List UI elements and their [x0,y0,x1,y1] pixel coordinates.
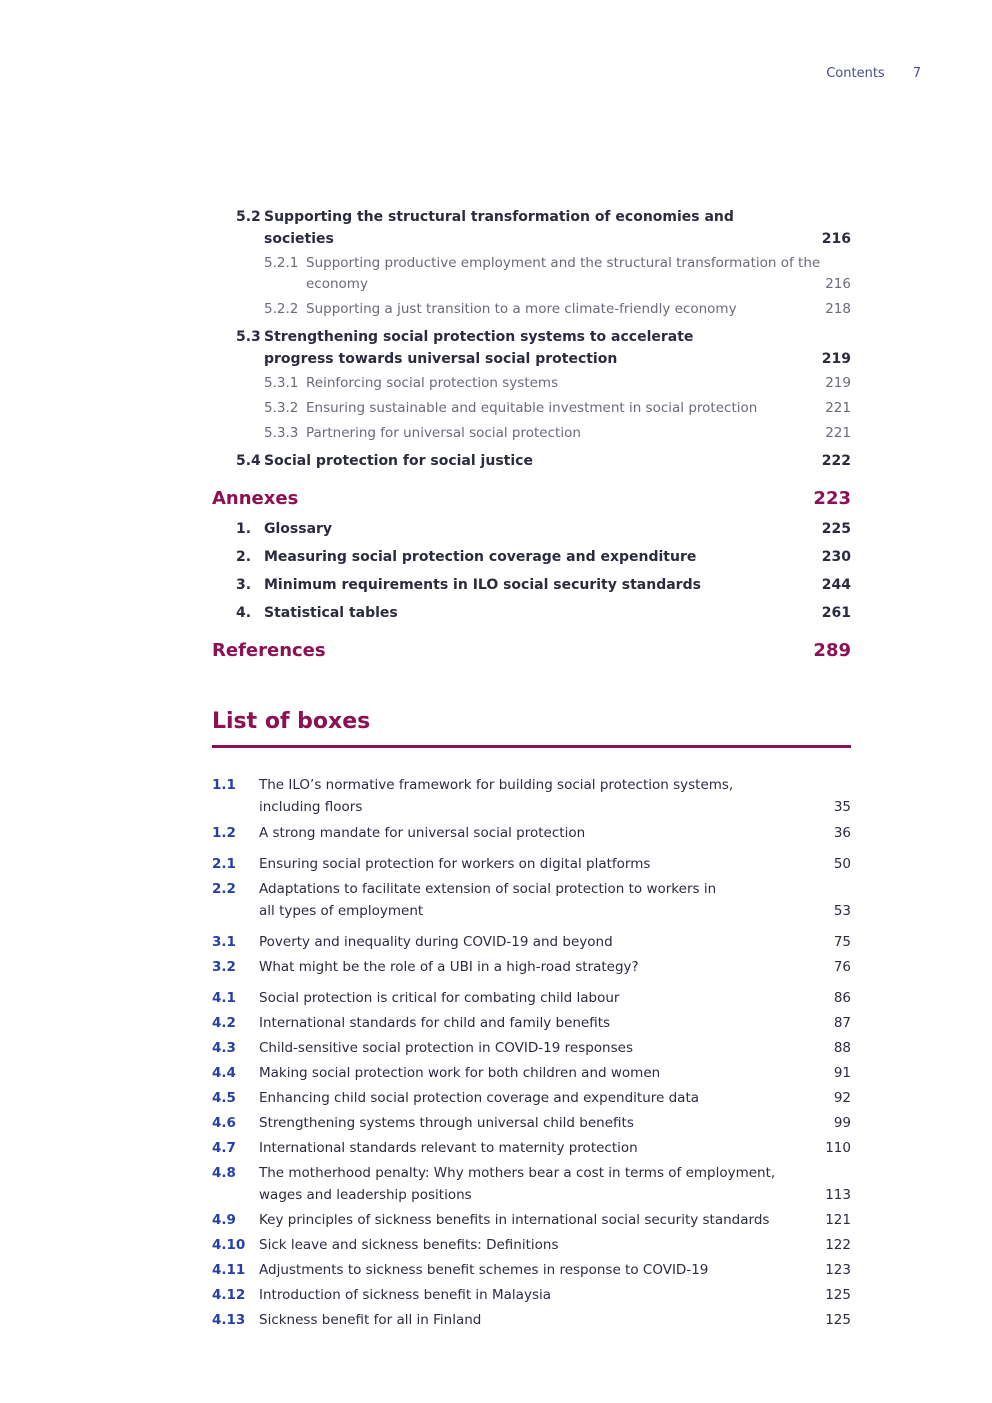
toc-entry[interactable] [212,326,851,370]
box-number: 2.1 [212,856,236,872]
box-entry[interactable] [212,1087,851,1109]
box-number: 4.9 [212,1212,236,1228]
toc-entry[interactable] [212,450,851,472]
toc-subentry-page: 219 [825,375,851,391]
box-number: 3.2 [212,959,236,975]
toc-entry-number: 5.2 [236,209,261,225]
toc-entry-number: 3. [236,577,252,593]
toc-entry-title: Minimum requirements in ILO social security standards [264,577,701,593]
box-title: Introduction of sickness benefit in Malaysia [259,1287,552,1303]
box-entry[interactable] [212,1309,851,1331]
box-title: Key principles of sickness benefits in international social security standards [259,1212,770,1228]
box-title: Social protection is critical for combating child labour [259,990,620,1006]
toc-entry-page: 216 [821,231,851,247]
box-number: 4.1 [212,990,236,1006]
box-page: 76 [833,959,851,975]
toc-entry-title: Glossary [264,521,333,537]
toc-subentry[interactable] [212,398,851,419]
toc-entry[interactable] [212,602,851,624]
toc-entry-page: 230 [821,549,851,565]
toc-entry-title: Social protection for social justice [264,453,533,469]
box-page: 87 [833,1015,851,1031]
toc-part-page: 289 [813,640,851,661]
box-number: 4.6 [212,1115,236,1131]
toc-entry-number: 5.3 [236,329,261,345]
box-entry[interactable] [212,1137,851,1159]
header-section-label: Contents [826,66,885,81]
box-entry[interactable] [212,1162,851,1206]
box-number: 4.4 [212,1065,236,1081]
toc-entry[interactable] [212,574,851,596]
box-number: 4.13 [212,1312,246,1328]
toc-part-title: Annexes [212,488,299,509]
box-title: Sickness benefit for all in Finland [259,1312,482,1328]
box-page: 110 [825,1140,851,1156]
list-of-boxes-heading: List of boxes [212,709,371,734]
toc-entry-page: 261 [821,605,851,621]
toc-subentry[interactable] [212,373,851,394]
toc-entry-title: Supporting the structural transformation of economies and societies [264,209,734,247]
box-number: 4.7 [212,1140,236,1156]
box-number: 4.12 [212,1287,246,1303]
box-entry[interactable] [212,1259,851,1281]
toc-entry-title: Statistical tables [264,605,398,621]
box-page: 36 [833,825,851,841]
toc-part-page: 223 [813,488,851,509]
box-entry[interactable] [212,1112,851,1134]
box-page: 86 [833,990,851,1006]
toc-part-title: References [212,640,326,661]
box-title: International standards for child and family benefits [259,1015,611,1031]
heading-divider [212,745,851,748]
toc-subentry-number: 5.3.3 [264,425,299,441]
box-entry[interactable] [212,1209,851,1231]
box-entry[interactable] [212,956,851,978]
box-entry[interactable] [212,931,851,953]
toc-entry[interactable] [212,546,851,568]
box-number: 4.11 [212,1262,246,1278]
box-entry[interactable] [212,774,851,818]
box-title: The motherhood penalty: Why mothers bear a cost in terms of employment, wages and leadership positions [259,1165,776,1203]
box-page: 91 [833,1065,851,1081]
box-page: 113 [825,1187,851,1203]
header-page-number: 7 [912,66,921,81]
box-title: International standards relevant to maternity protection [259,1140,638,1156]
toc-subentry-title: Supporting a just transition to a more climate-friendly economy [306,301,737,317]
box-page: 122 [825,1237,851,1253]
toc-entry[interactable] [212,206,851,250]
toc-entry-page: 244 [821,577,851,593]
toc-subentry-title: Reinforcing social protection systems [306,375,559,391]
box-page: 88 [833,1040,851,1056]
toc-subentry-title: Partnering for universal social protection [306,425,581,441]
box-number: 1.1 [212,777,236,793]
toc-subentry-page: 218 [825,301,851,317]
box-number: 4.10 [212,1237,246,1253]
toc-part-annexes[interactable] [212,486,851,512]
box-entry[interactable] [212,1012,851,1034]
box-entry[interactable] [212,878,851,922]
box-page: 50 [833,856,851,872]
box-number: 3.1 [212,934,236,950]
box-title: A strong mandate for universal social protection [259,825,586,841]
box-page: 99 [833,1115,851,1131]
box-page: 53 [833,903,851,919]
box-title: Poverty and inequality during COVID-19 and beyond [259,934,613,950]
toc-subentry[interactable] [212,423,851,444]
box-number: 4.3 [212,1040,236,1056]
box-page: 123 [825,1262,851,1278]
box-title: Strengthening systems through universal child benefits [259,1115,634,1131]
toc-subentry-number: 5.2.2 [264,301,299,317]
box-number: 2.2 [212,881,236,897]
toc-entry-page: 225 [821,521,851,537]
box-entry[interactable] [212,853,851,875]
toc-entry-number: 1. [236,521,252,537]
toc-entry-page: 219 [821,351,851,367]
box-number: 4.8 [212,1165,236,1181]
table-of-contents [212,206,851,664]
toc-subentry-number: 5.3.1 [264,375,299,391]
toc-subentry[interactable] [212,253,851,295]
box-title: Adjustments to sickness benefit schemes in response to COVID-19 [259,1262,709,1278]
toc-subentry-title: Ensuring sustainable and equitable investment in social protection [306,400,758,416]
box-title: Adaptations to facilitate extension of social protection to workers in all types of employment [259,881,717,919]
toc-entry-number: 5.4 [236,453,261,469]
toc-entry-number: 2. [236,549,252,565]
box-title: Ensuring social protection for workers on digital platforms [259,856,651,872]
box-number: 4.5 [212,1090,236,1106]
box-page: 35 [833,799,851,815]
toc-subentry-title: Supporting productive employment and the structural transformation of the economy [306,255,821,292]
toc-entry[interactable] [212,518,851,540]
running-header [826,66,921,81]
box-number: 4.2 [212,1015,236,1031]
box-page: 92 [833,1090,851,1106]
box-title: What might be the role of a UBI in a high-road strategy? [259,959,639,975]
toc-entry-page: 222 [821,453,851,469]
box-page: 125 [825,1312,851,1328]
box-title: Sick leave and sickness benefits: Definitions [259,1237,559,1253]
toc-subentry-page: 216 [825,276,851,292]
box-entry[interactable] [212,987,851,1009]
box-number: 1.2 [212,825,236,841]
list-of-boxes [212,774,851,1331]
toc-subentry-number: 5.2.1 [264,255,299,271]
box-title: The ILO’s normative framework for building social protection systems, including floors [259,777,734,815]
box-page: 125 [825,1287,851,1303]
toc-subentry-number: 5.3.2 [264,400,299,416]
box-entry[interactable] [212,1284,851,1306]
box-entry[interactable] [212,1234,851,1256]
box-entry[interactable] [212,1037,851,1059]
toc-subentry-page: 221 [825,400,851,416]
toc-entry-title: Strengthening social protection systems to accelerate progress towards universal social protection [264,329,694,367]
toc-subentry-page: 221 [825,425,851,441]
toc-entry-number: 4. [236,605,252,621]
toc-subentry[interactable] [212,299,851,320]
toc-part-references[interactable] [212,638,851,664]
box-title: Child-sensitive social protection in COVID-19 responses [259,1040,633,1056]
toc-entry-title: Measuring social protection coverage and expenditure [264,549,697,565]
box-entry[interactable] [212,822,851,844]
box-page: 75 [833,934,851,950]
box-title: Making social protection work for both children and women [259,1065,661,1081]
box-entry[interactable] [212,1062,851,1084]
box-title: Enhancing child social protection coverage and expenditure data [259,1090,700,1106]
box-page: 121 [825,1212,851,1228]
